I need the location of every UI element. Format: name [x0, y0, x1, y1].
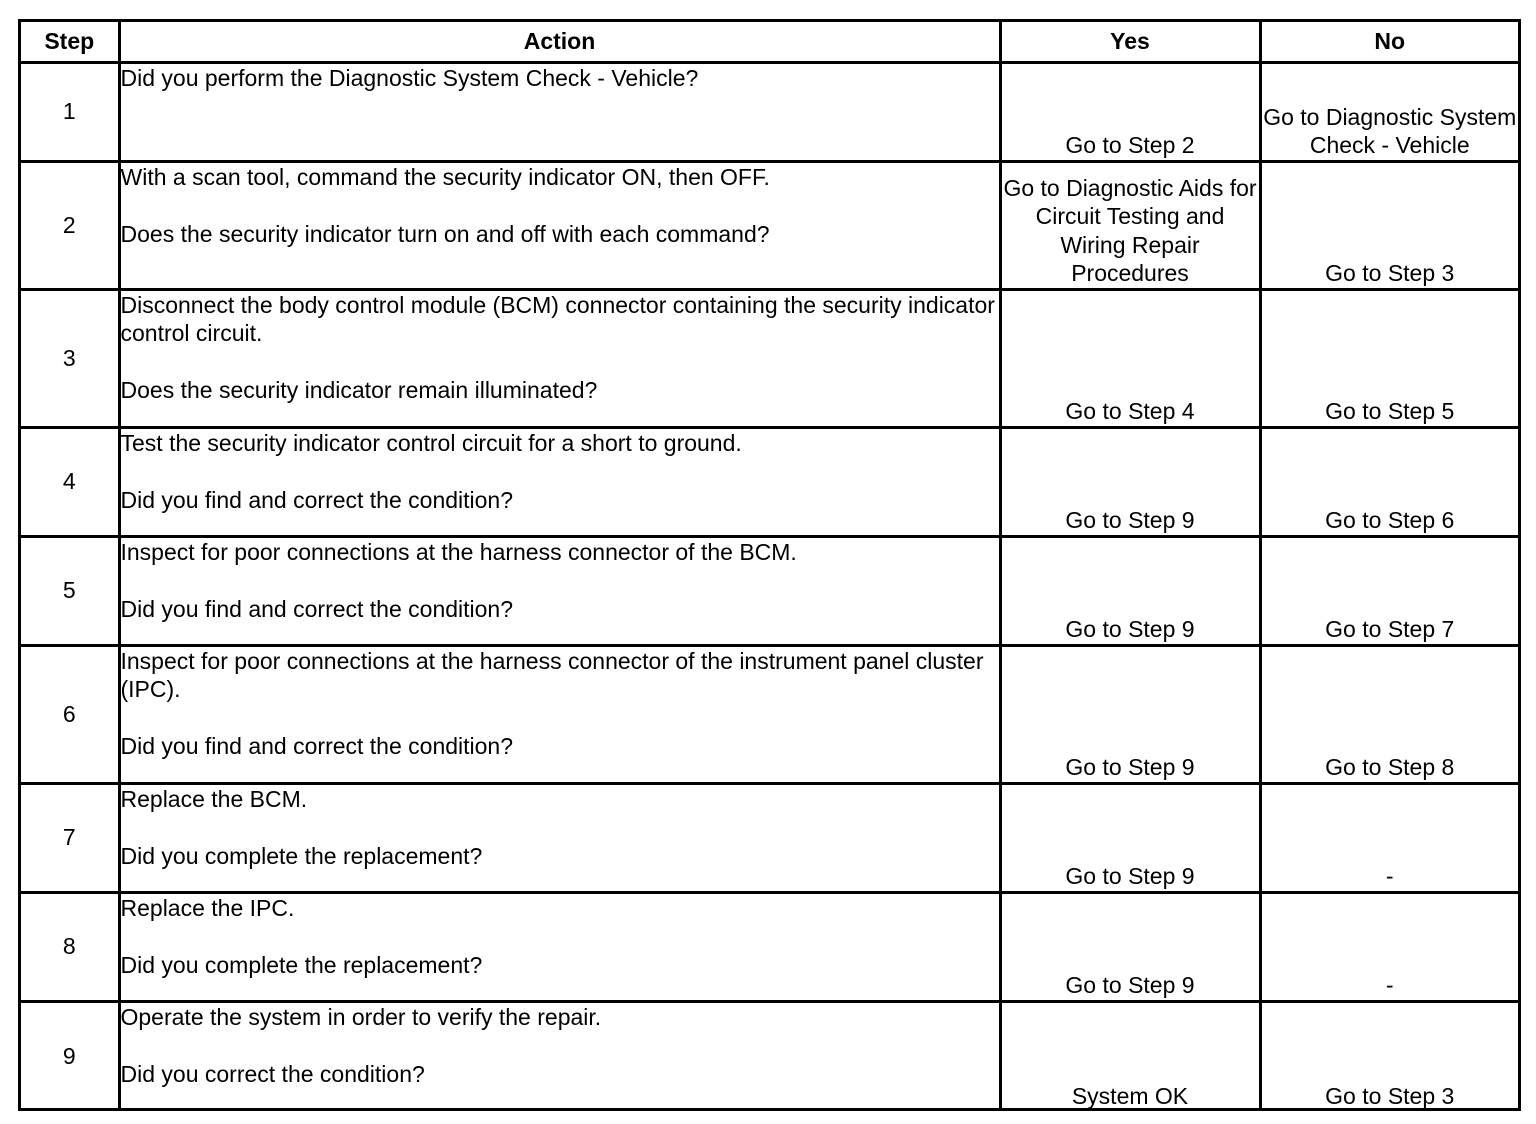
table-row: [21, 783, 1518, 892]
yes-result: Go to Step 9: [1000, 645, 1260, 783]
table-row: [21, 645, 1518, 783]
step-number: 7: [21, 783, 119, 892]
action-question: Did you complete the replacement?: [120, 951, 483, 978]
no-result: Go to Step 3: [1260, 161, 1518, 289]
action-question: Did you complete the replacement?: [120, 842, 483, 869]
header-yes: Yes: [1000, 22, 1260, 62]
action-text: Replace the BCM.: [120, 785, 308, 812]
step-number: 5: [21, 536, 119, 645]
action-question: Did you correct the condition?: [120, 1060, 425, 1087]
action-text: Replace the IPC.: [120, 894, 295, 921]
action-text: Did you perform the Diagnostic System Check - Vehicle?: [120, 64, 699, 91]
table-row: [21, 161, 1518, 289]
action-cell: [119, 645, 1000, 783]
step-number: 6: [21, 645, 119, 783]
action-text: Operate the system in order to verify the repair.: [120, 1003, 602, 1030]
step-number: 9: [21, 1001, 119, 1110]
no-result: Go to Step 7: [1260, 536, 1518, 645]
action-cell: [119, 427, 1000, 536]
header-no: No: [1260, 22, 1518, 62]
yes-result: Go to Step 9: [1000, 536, 1260, 645]
action-cell: [119, 289, 1000, 427]
action-cell: [119, 892, 1000, 1001]
diagnostic-table: [21, 22, 1518, 1110]
no-result: Go to Diagnostic System Check - Vehicle: [1260, 62, 1518, 161]
table-row: [21, 289, 1518, 427]
no-result: Go to Step 3: [1260, 1001, 1518, 1110]
table-row: [21, 427, 1518, 536]
no-result: -: [1260, 783, 1518, 892]
action-cell: [119, 783, 1000, 892]
yes-result: System OK: [1000, 1001, 1260, 1110]
action-cell: [119, 536, 1000, 645]
action-question: Did you find and correct the condition?: [120, 595, 514, 622]
step-number: 4: [21, 427, 119, 536]
step-number: 8: [21, 892, 119, 1001]
yes-result: Go to Step 9: [1000, 427, 1260, 536]
yes-result: Go to Step 2: [1000, 62, 1260, 161]
yes-result: Go to Step 9: [1000, 892, 1260, 1001]
step-number: 2: [21, 161, 119, 289]
no-result: -: [1260, 892, 1518, 1001]
header-row: [21, 22, 1518, 62]
no-result: Go to Step 6: [1260, 427, 1518, 536]
step-number: 3: [21, 289, 119, 427]
yes-result: Go to Diagnostic Aids for Circuit Testing and Wiring Repair Procedures: [1000, 161, 1260, 289]
action-cell: [119, 62, 1000, 161]
action-text: Inspect for poor connections at the harness connector of the instrument panel cluster (IPC).: [120, 647, 984, 702]
header-action: Action: [119, 22, 1000, 62]
table-row: [21, 536, 1518, 645]
action-text: Test the security indicator control circuit for a short to ground.: [120, 429, 742, 456]
no-result: Go to Step 8: [1260, 645, 1518, 783]
no-result: Go to Step 5: [1260, 289, 1518, 427]
table-row: [21, 62, 1518, 161]
action-text: Disconnect the body control module (BCM) connector containing the security indicator control circuit.: [120, 291, 995, 346]
action-question: Does the security indicator turn on and off with each command?: [120, 220, 770, 247]
table-row: [21, 1001, 1518, 1110]
action-question: Did you find and correct the condition?: [120, 486, 514, 513]
yes-result: Go to Step 4: [1000, 289, 1260, 427]
action-text: Inspect for poor connections at the harness connector of the BCM.: [120, 538, 797, 565]
action-cell: [119, 1001, 1000, 1110]
action-cell: [119, 161, 1000, 289]
diagnostic-table-frame: [18, 19, 1521, 1111]
action-text: With a scan tool, command the security indicator ON, then OFF.: [120, 163, 770, 190]
header-step: Step: [21, 22, 119, 62]
yes-result: Go to Step 9: [1000, 783, 1260, 892]
action-question: Did you find and correct the condition?: [120, 733, 514, 759]
step-number: 1: [21, 62, 119, 161]
table-row: [21, 892, 1518, 1001]
action-question: Does the security indicator remain illuminated?: [120, 377, 598, 403]
